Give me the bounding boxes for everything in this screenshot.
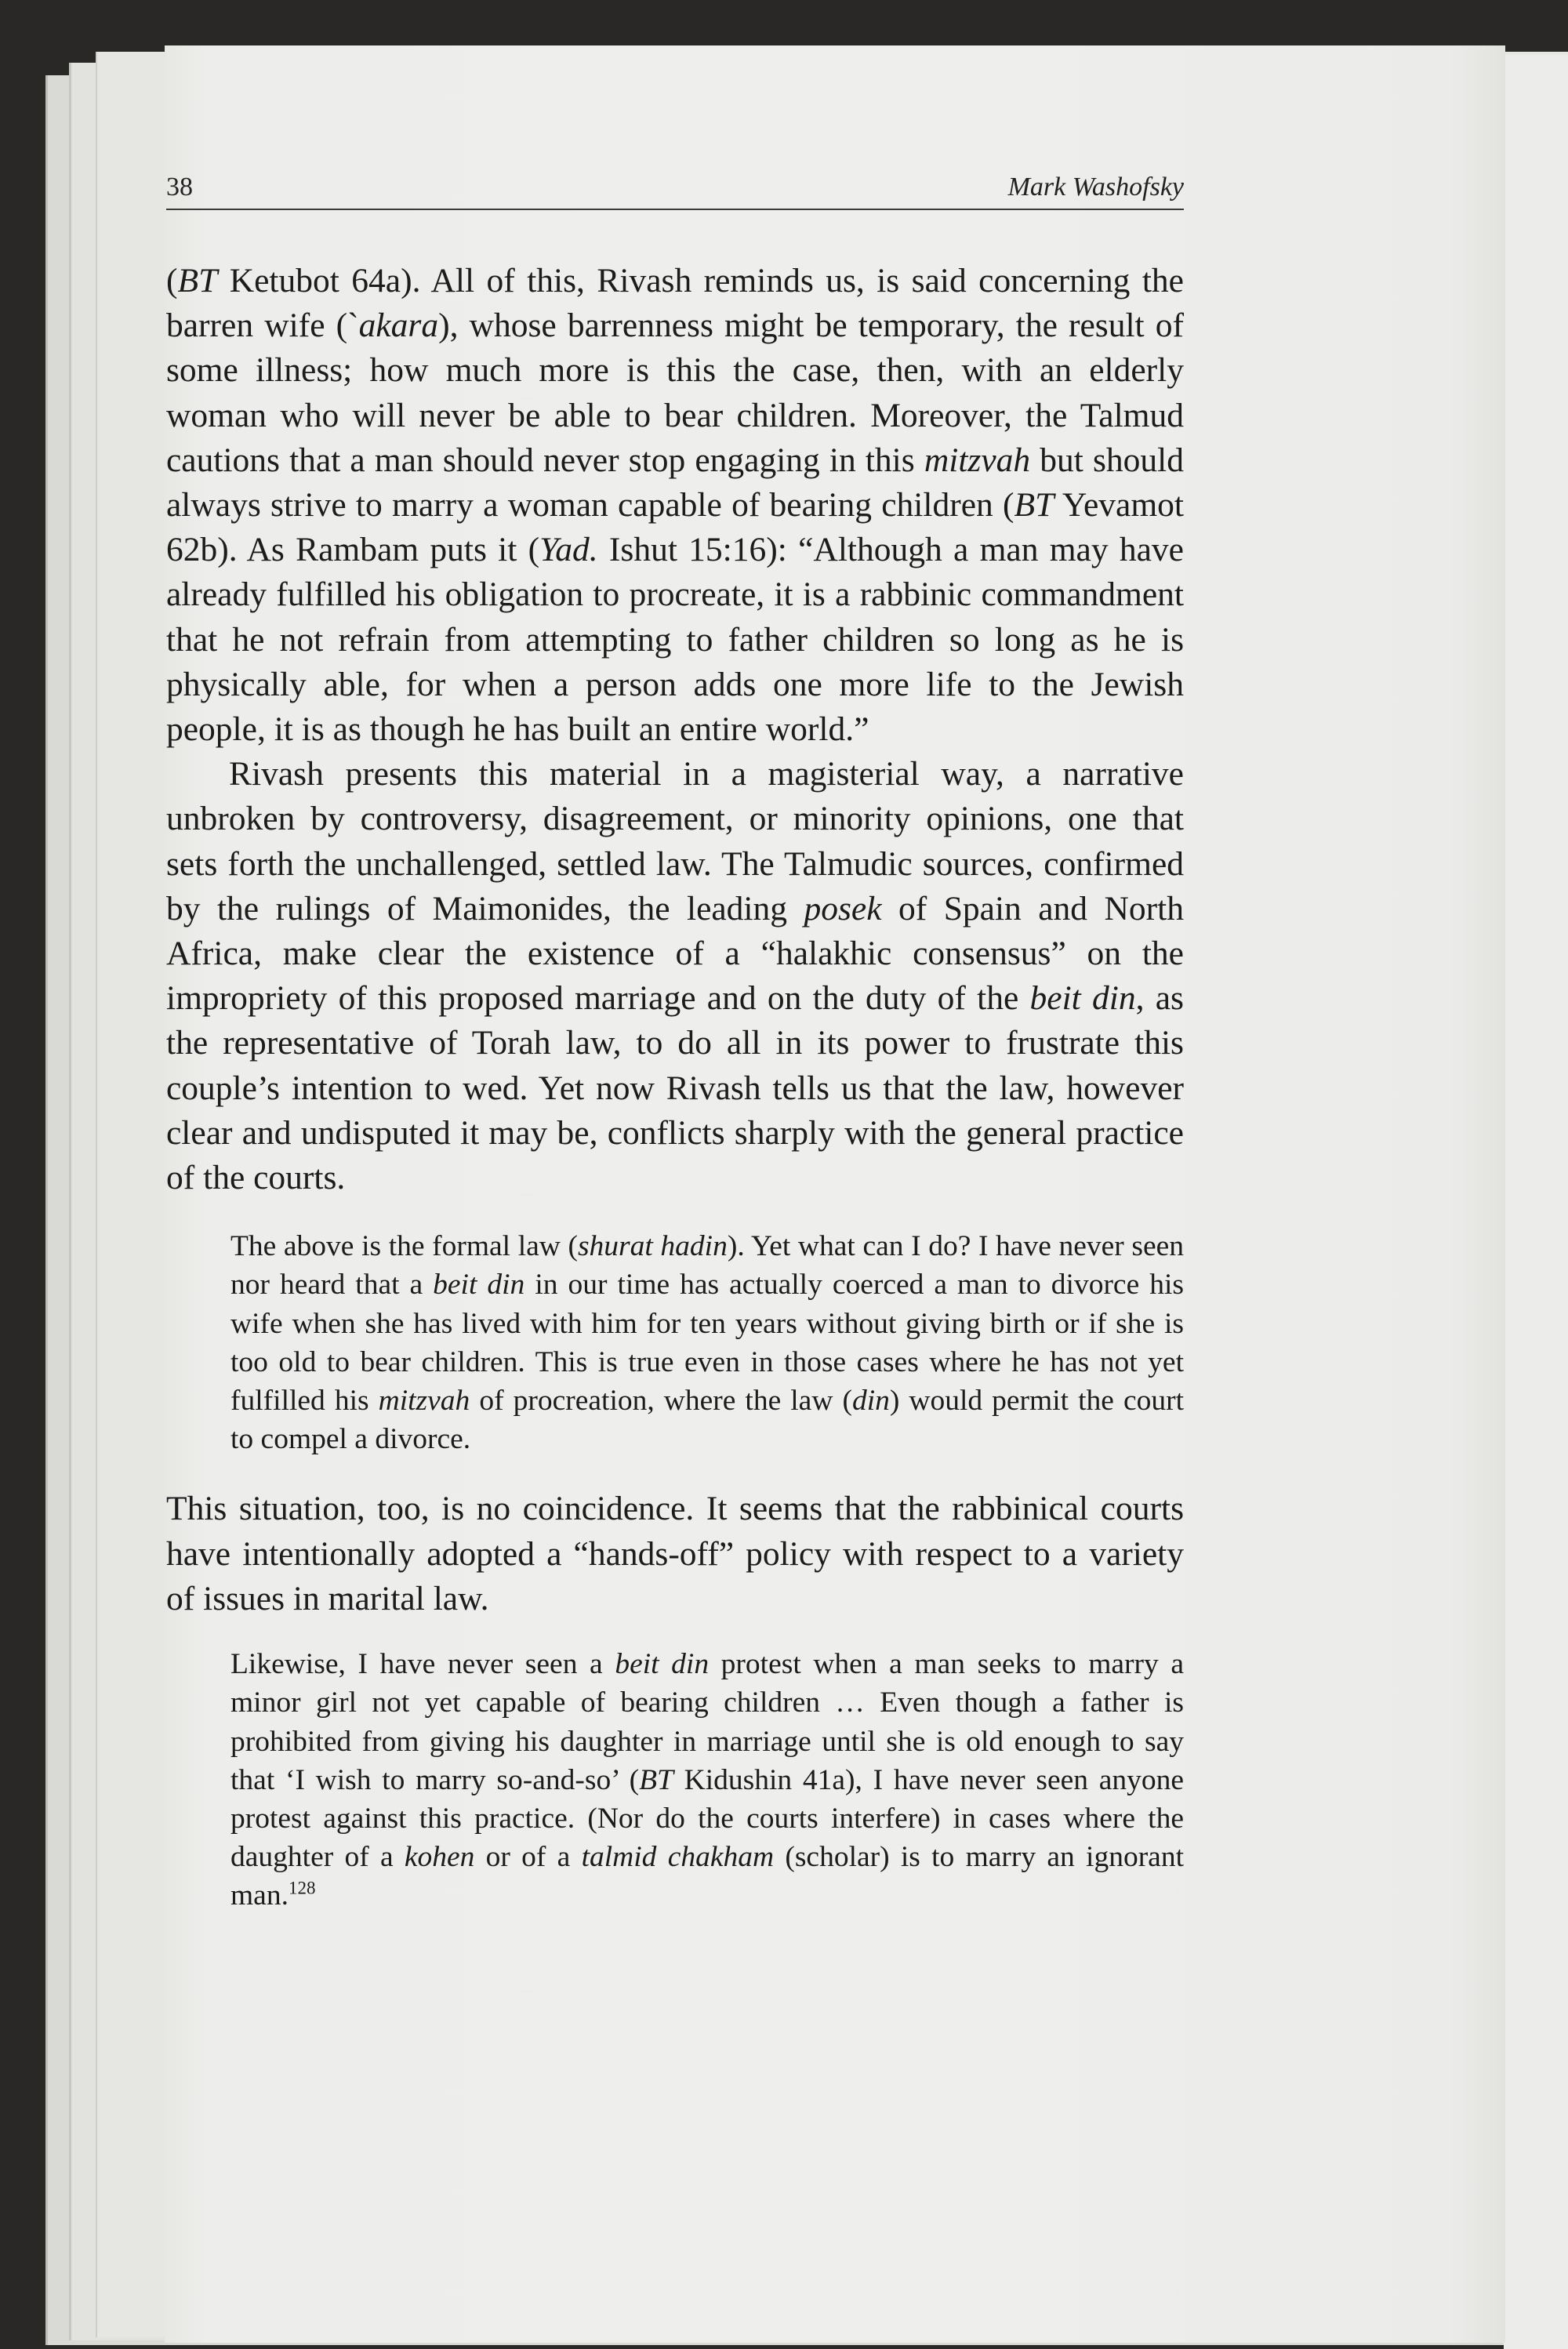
- text-run: or of a: [474, 1841, 582, 1874]
- footnote-marker: 128: [288, 1878, 316, 1898]
- text-run: Rivash presents this material in a magisterial way, a narrative unbroken by controversy, disagreement, or minority opinions, one that sets forth the unchallenged, settled law. The Talmudic sources, confirmed by the rulings of Maimonides, the leading: [166, 755, 1184, 928]
- text-run: of procreation, where the law (: [470, 1385, 852, 1418]
- italic-run: BT: [177, 262, 218, 300]
- page-body: [166, 259, 1184, 1915]
- facing-page-edge: [1504, 55, 1568, 2349]
- page-number: 38: [166, 172, 193, 201]
- italic-run: shurat hadin: [577, 1230, 728, 1263]
- text-run: Yevamot 62b). As Rambam puts it (: [166, 486, 1184, 569]
- italic-run: BT: [639, 1763, 673, 1796]
- italic-run: BT: [1014, 486, 1054, 525]
- block-quote-2: [230, 1645, 1184, 1915]
- text-run: protest when a man seeks to marry a minor girl not yet capable of bearing children … Even though a father is prohibited from giving his daughter in marriage until she is old enough to say that ‘I wish to marry so-and-so’ (: [230, 1648, 1185, 1796]
- paragraph-1: [166, 259, 1184, 752]
- italic-run: beit din: [1029, 979, 1136, 1018]
- italic-run: beit din: [433, 1269, 525, 1302]
- italic-run: beit din: [615, 1648, 710, 1681]
- text-run: ), whose barrenness might be temporary, the result of some illness; how much more is this the case, then, with an elderly woman who will never be able to bear children. Moreover, the Talmud cautions that a man should never stop engaging in this: [166, 307, 1185, 479]
- text-run: Likewise, I have never seen a: [230, 1648, 615, 1681]
- italic-run: Yad.: [539, 531, 598, 569]
- text-run: Ishut 15:16): “Although a man may have already fulfilled his obligation to procreate, it is a rabbinic commandment that he not refrain from attempting to father children so long as he is physically able, for when a person adds one more life to the Jewish people, it is as though he has built an entire world.”: [166, 531, 1184, 749]
- text-run: ). Yet what can I do? I have never seen nor heard that a: [230, 1230, 1184, 1302]
- text-run: The above is the formal law (: [230, 1230, 578, 1263]
- running-head: [166, 171, 1184, 210]
- text-run: , as the representative of Torah law, to do all in its power to frustrate this couple’s intention to wed. Yet now Rivash tells us that the law, however clear and undisputed it may be, conflicts sharply with the general practice of the courts.: [166, 979, 1184, 1197]
- text-run: but should always strive to marry a woman capable of bearing children (: [166, 441, 1184, 525]
- italic-run: mitzvah: [378, 1385, 470, 1418]
- text-run: ) would permit the court to compel a divorce.: [230, 1385, 1184, 1456]
- text-run: Ketubot 64a). All of this, Rivash reminds us, is said concerning the barren wife (`: [166, 262, 1184, 345]
- italic-run: talmid chakham: [581, 1841, 775, 1874]
- text-run: in our time has actually coerced a man to divorce his wife when she has lived with him for ten years without giving birth or if she is too old to bear children. This is true even in those cases where he has not yet fulfilled his: [230, 1269, 1184, 1418]
- text-run: (scholar) is to marry an ignorant man.: [230, 1841, 1184, 1912]
- text-run: Kidushin 41a), I have never seen anyone protest against this practice. (Nor do the courts interfere) in cases where the daughter of a: [230, 1763, 1184, 1874]
- italic-run: din: [851, 1385, 890, 1418]
- running-head-author: Mark Washofsky: [1007, 172, 1184, 201]
- paragraph-2: [166, 752, 1184, 1200]
- text-run: of Spain and North Africa, make clear the existence of a “halakhic consensus” on the impropriety of this proposed marriage and on the duty of the: [166, 889, 1184, 1018]
- paragraph-3: This situation, too, is no coincidence. It seems that the rabbinical courts have intentionally adopted a “hands-off” policy with respect to a variety of issues in marital law.: [166, 1490, 1184, 1617]
- italic-run: mitzvah: [924, 441, 1031, 479]
- text-run: (: [166, 262, 178, 300]
- italic-run: posek: [804, 889, 882, 928]
- italic-run: kohen: [404, 1841, 475, 1874]
- italic-run: akara: [358, 307, 439, 345]
- block-quote-1: [230, 1227, 1184, 1458]
